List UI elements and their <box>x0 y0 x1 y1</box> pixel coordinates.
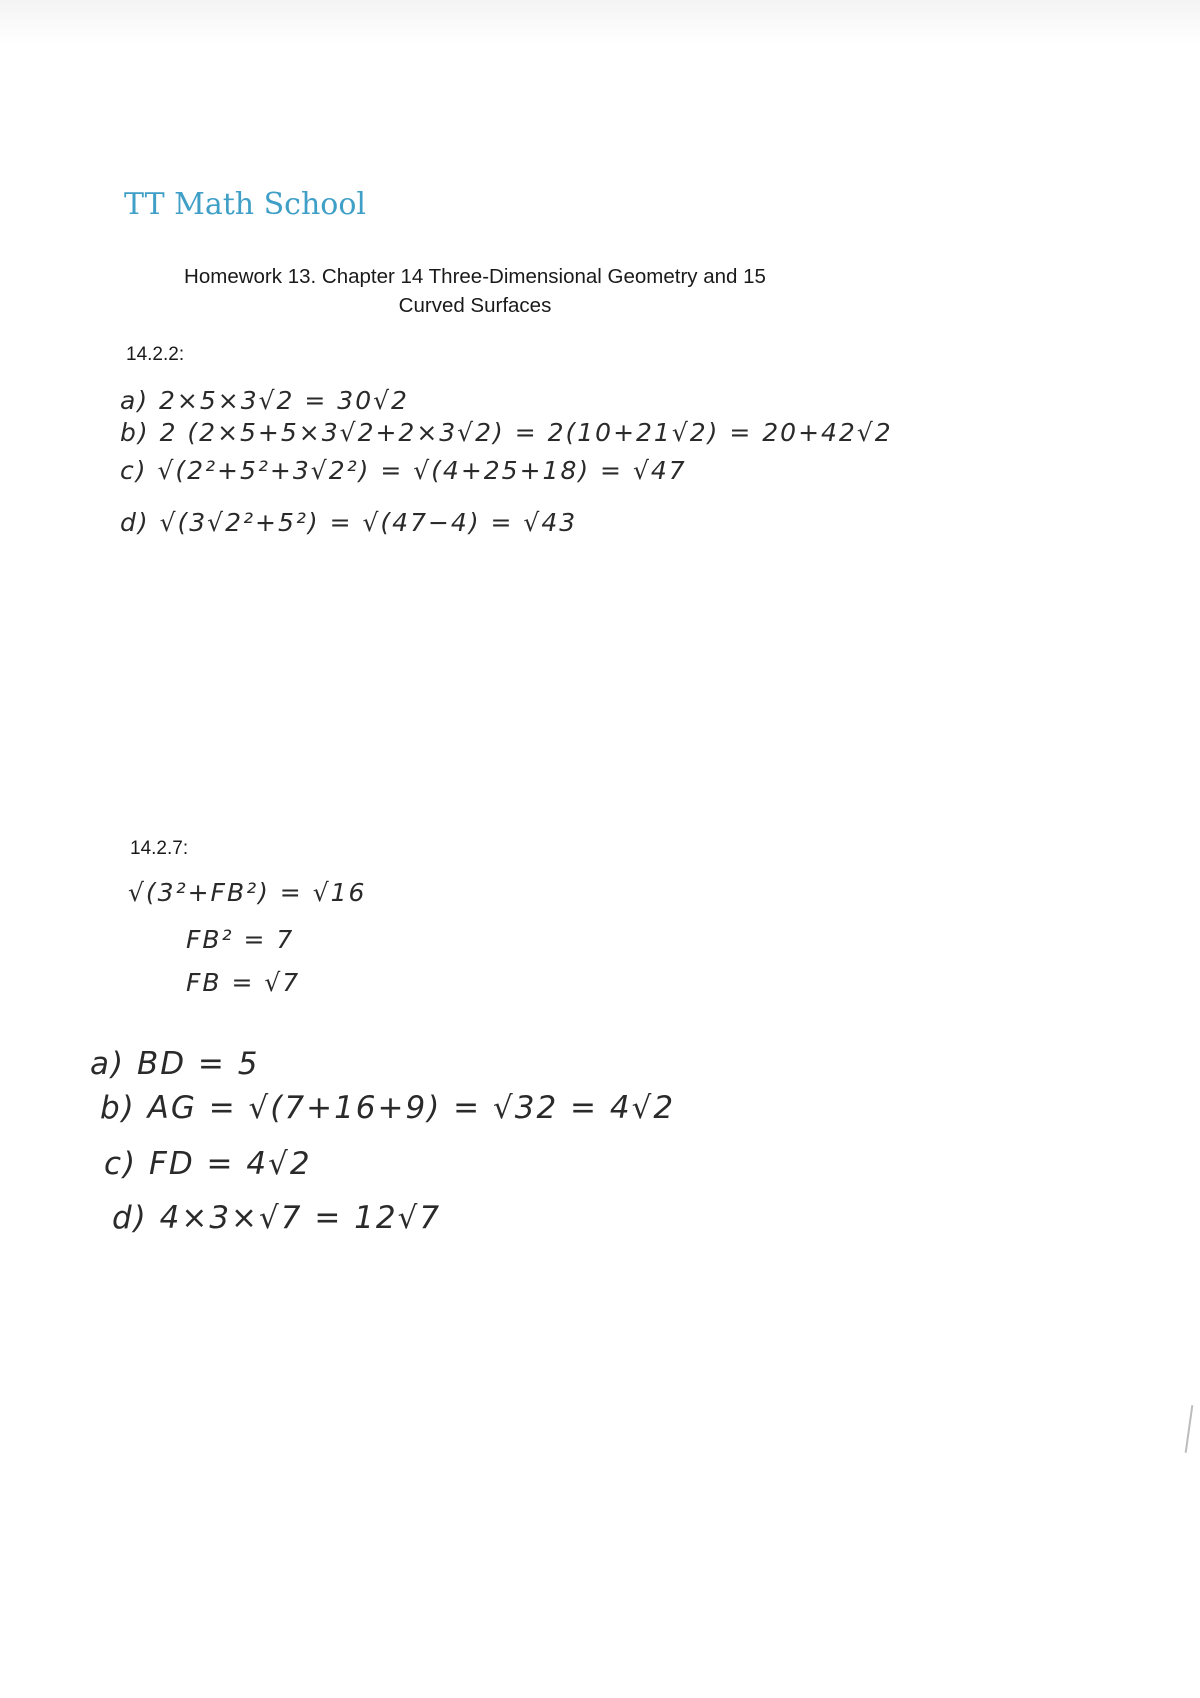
handwritten-answer-c: c) √(2²+5²+3√2²) = √(4+25+18) = √47 <box>120 456 687 485</box>
handwritten-answer-b: b) 2 (2×5+5×3√2+2×3√2) = 2(10+21√2) = 20+42√2 <box>120 418 893 447</box>
scan-top-edge <box>0 0 1200 44</box>
handwritten-work-line-1: √(3²+FB²) = √16 <box>128 878 367 907</box>
problem-label-14-2-7: 14.2.7: <box>130 838 189 859</box>
homework-title-line-2: Curved Surfaces <box>398 294 552 317</box>
handwritten-answer-a: a) 2×5×3√2 = 30√2 <box>120 386 409 415</box>
handwritten-answer-d: d) √(3√2²+5²) = √(47−4) = √43 <box>120 508 578 537</box>
handwritten-answer-2a: a) BD = 5 <box>90 1046 260 1082</box>
scan-edge-mark <box>1185 1405 1194 1453</box>
problem-label-14-2-2: 14.2.2: <box>126 344 185 365</box>
handwritten-answer-2b: b) AG = √(7+16+9) = √32 = 4√2 <box>100 1090 676 1126</box>
handwritten-answer-2c: c) FD = 4√2 <box>104 1146 312 1182</box>
handwritten-work-line-2: FB² = 7 <box>186 925 295 954</box>
homework-title-line-1: Homework 13. Chapter 14 Three-Dimensional Geometry and 15 <box>184 265 766 288</box>
school-name: TT Math School <box>124 187 367 222</box>
handwritten-answer-2d: d) 4×3×√7 = 12√7 <box>112 1200 442 1236</box>
homework-title <box>130 262 820 320</box>
handwritten-work-line-3: FB = √7 <box>186 968 301 997</box>
